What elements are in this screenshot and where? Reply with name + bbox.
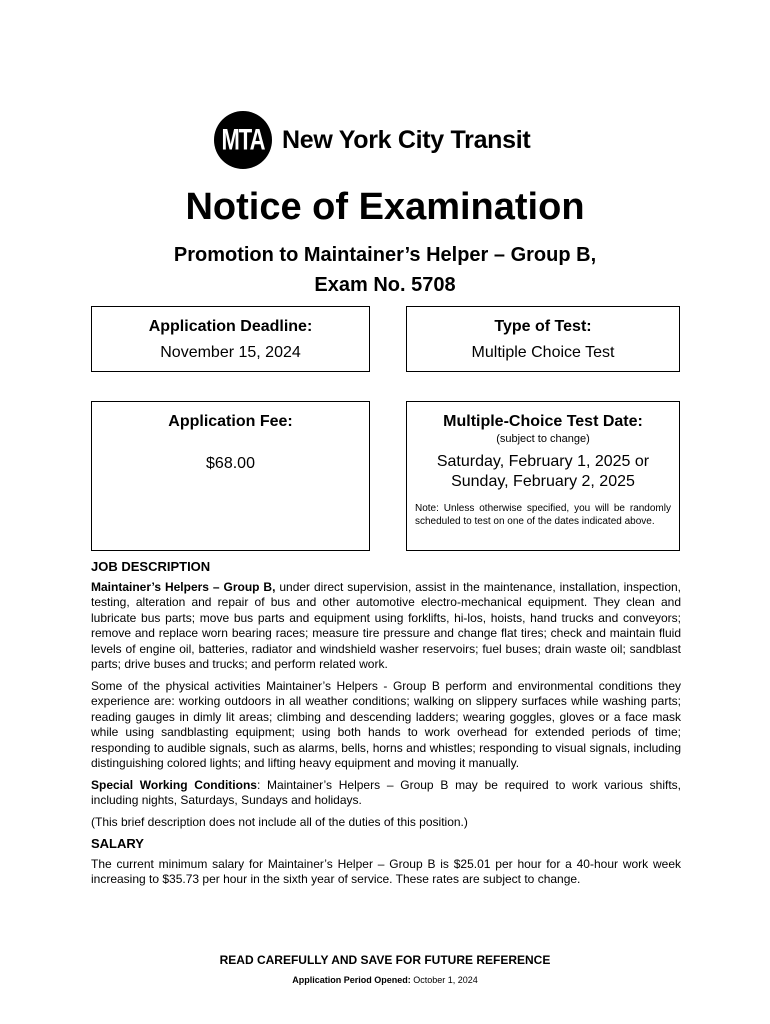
test-date-line-1: Saturday, February 1, 2025 or	[436, 453, 650, 470]
application-period-opened	[0, 975, 770, 985]
deadline-label: Application Deadline:	[148, 318, 313, 335]
test-date-box	[406, 401, 680, 551]
header-logo-row	[214, 111, 530, 169]
job-description-paragraph-1	[91, 580, 681, 673]
subtitle-line-2: Exam No. 5708	[314, 274, 456, 296]
special-working-conditions	[91, 778, 681, 809]
fee-label: Application Fee:	[168, 413, 293, 430]
main-content	[91, 559, 681, 894]
test-date-note: Note: Unless otherwise specified, you will be randomly scheduled to test on one of the dates indicated above.	[415, 503, 671, 527]
test-type-box	[406, 306, 680, 372]
test-date-subject-to-change: (subject to change)	[496, 433, 590, 445]
job-description-heading: JOB DESCRIPTION	[91, 559, 211, 574]
opened-value: October 1, 2024	[410, 975, 478, 985]
job-description-disclaimer: (This brief description does not include all of the duties of this position.)	[91, 814, 468, 829]
test-type-value: Multiple Choice Test	[471, 344, 615, 361]
page-title: Notice of Examination	[185, 186, 585, 228]
job-description-body: under direct supervision, assist in the maintenance, installation, inspection, testing, alteration and repair of bus and other automotive electro-mechanical equipment. They clean and lubricate bus parts; move bus parts and equipment using forklifts, hi-los, hoists, hand trucks and conveyors; remove and replace worn bearing races; measure tire pressure and change flat tires; check and maintain fluid levels of engine oil, batteries, radiator and windshield washer reservoirs; fuel buses; drain waste oil; sandblast parts; drive buses and trucks; and perform related work.	[91, 579, 682, 671]
job-description-paragraph-2: Some of the physical activities Maintainer’s Helpers - Group B perform and environmental conditions they experience are: working outdoors in all weather conditions; walking on slippery surfaces while washing parts; reading gauges in dimly lit areas; climbing and descending ladders; wearing goggles, gloves or a face mask while using sandblasting equipment; using both hands to work overhead for extended periods of time; responding to audible signals, such as alarms, bells, horns and whistles; responding to visual signals, including distinguishing colored lights; and lifting heavy equipment and moving it manually.	[91, 678, 681, 770]
salary-heading: SALARY	[91, 836, 144, 851]
subtitle-line-1: Promotion to Maintainer’s Helper – Group B,	[173, 244, 597, 266]
footer-notice: READ CAREFULLY AND SAVE FOR FUTURE REFERENCE	[219, 953, 551, 967]
test-date-value	[407, 452, 679, 492]
fee-value: $68.00	[206, 455, 255, 472]
mta-logo	[214, 111, 272, 169]
special-working-conditions-lead: Special Working Conditions	[91, 777, 257, 792]
deadline-value: November 15, 2024	[160, 344, 301, 361]
opened-label: Application Period Opened:	[292, 975, 411, 985]
test-date-label: Multiple-Choice Test Date:	[443, 413, 643, 430]
test-date-line-2: Sunday, February 2, 2025	[451, 473, 635, 490]
salary-text: The current minimum salary for Maintainer’s Helper – Group B is $25.01 per hour for a 40-hour work week increasing to $35.73 per hour in the sixth year of service. These rates are subject to change.	[91, 856, 681, 886]
page-subtitle	[0, 240, 770, 300]
special-working-conditions-body: : Maintainer’s Helpers – Group B may be required to work various shifts, including nights, Saturdays, Sundays and holidays.	[91, 777, 682, 807]
job-description-lead: Maintainer’s Helpers – Group B,	[91, 579, 276, 594]
application-fee-box	[91, 401, 370, 551]
org-name: New York City Transit	[282, 125, 531, 154]
test-type-label: Type of Test:	[494, 318, 592, 335]
application-deadline-box	[91, 306, 370, 372]
mta-logo-text: MTA	[221, 122, 265, 157]
